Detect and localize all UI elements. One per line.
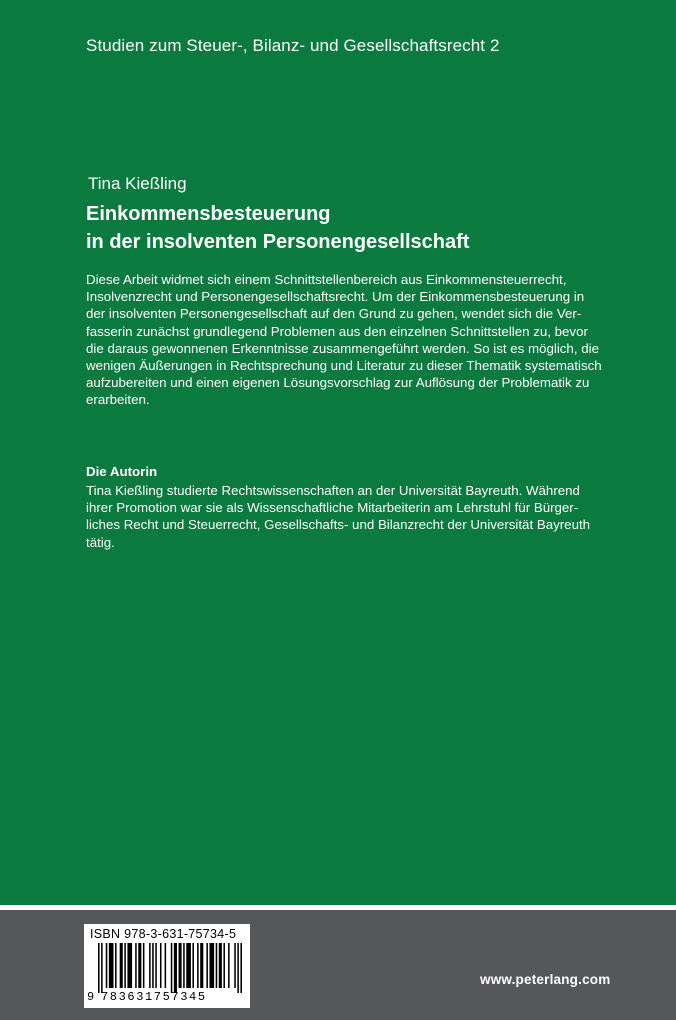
barcode-bar: [200, 943, 203, 988]
abstract-line: wenigen Äußerungen in Rechtsprechung und Literatur zu dieser Thematik systematisch: [86, 358, 602, 374]
isbn-barcode: [84, 924, 250, 1008]
barcode-bar: [216, 943, 218, 988]
bio-line: ihrer Promotion war sie als Wissenschaftliche Mitarbeiterin am Lehrstuhl für Bürger-: [86, 500, 579, 516]
book-title-line: in der insolventen Personengesellschaft: [86, 231, 470, 253]
barcode-bar: [149, 943, 151, 988]
barcode-bar: [206, 943, 208, 988]
abstract-line: erarbeiten.: [86, 392, 150, 408]
bio-line: tätig.: [86, 534, 115, 550]
barcode-bar: [186, 943, 191, 988]
barcode-bar: [143, 943, 145, 988]
author-bio: [86, 482, 634, 551]
abstract-text: [86, 271, 634, 409]
barcode-bar: [101, 943, 103, 993]
book-title-line: Einkommensbesteuerung: [86, 203, 331, 225]
barcode-bar: [160, 943, 162, 988]
barcode-bar: [174, 943, 177, 993]
bio-line: liches Recht und Steuerrecht, Gesellschafts- und Bilanzrecht der Universität Bayreuth: [86, 517, 591, 533]
ean-digits: 783631757345: [101, 990, 207, 1004]
abstract-line: Diese Arbeit widmet sich einem Schnittstellenbereich aus Einkommensteuerrecht,: [86, 272, 567, 287]
barcode-bar: [223, 943, 225, 988]
abstract-line: aufzubereiten und einen eigenen Lösungsvorschlag zur Auflösung der Problematik zu: [86, 375, 590, 391]
barcode-bar: [197, 943, 199, 988]
barcode-bar: [109, 943, 114, 988]
bio-line: Tina Kießling studierte Rechtswissenschaften an der Universität Bayreuth. Während: [86, 483, 580, 498]
abstract-line: der insolventen Personengesellschaft auf den Grund zu gehen, wendet sich die Ver-: [86, 306, 582, 322]
publisher-website: www.peterlang.com: [480, 972, 611, 987]
barcode-bar: [192, 943, 194, 988]
publisher-footer: [0, 910, 676, 1020]
barcode-bar: [240, 943, 242, 993]
barcode-bar: [138, 943, 141, 988]
barcode-bar: [106, 943, 108, 988]
barcode-bar: [120, 943, 123, 988]
barcode-bar: [115, 943, 117, 988]
bio-heading: Die Autorin: [86, 464, 158, 479]
barcode-bar: [219, 943, 222, 988]
barcode-bar: [234, 943, 236, 988]
barcode-bar: [127, 943, 132, 988]
barcode-bar: [237, 943, 239, 993]
book-title: [86, 200, 646, 256]
barcode-bars: [98, 943, 242, 993]
abstract-line: die daraus gewonnenen Erkenntnisse zusammengeführt werden. So ist es möglich, die: [86, 340, 599, 356]
ean-first-digit: 9: [87, 990, 95, 1004]
author-name: Tina Kießling: [88, 174, 187, 193]
barcode-bar: [155, 943, 157, 988]
barcode-bar: [179, 943, 182, 988]
abstract-line: Insolvenzrecht und Personengesellschaftsrecht. Um der Einkommensbesteuerung in: [86, 289, 585, 305]
isbn-label: ISBN 978-3-631-75734-5: [90, 927, 237, 941]
barcode-bar: [98, 943, 100, 993]
barcode-bar: [209, 943, 214, 988]
barcode-bar: [135, 943, 137, 988]
barcode-bar: [124, 943, 126, 988]
barcode-bar: [171, 943, 173, 993]
barcode-bar: [228, 943, 230, 988]
series-title: Studien zum Steuer-, Bilanz- und Gesellschaftsrecht 2: [86, 36, 500, 55]
abstract-line: fasserin zunächst grundlegend Problemen aus den einzelnen Schnittstellen zu, bevor: [86, 323, 588, 339]
barcode-bar: [183, 943, 185, 988]
barcode-bar: [152, 943, 154, 988]
barcode-bar: [165, 943, 167, 988]
